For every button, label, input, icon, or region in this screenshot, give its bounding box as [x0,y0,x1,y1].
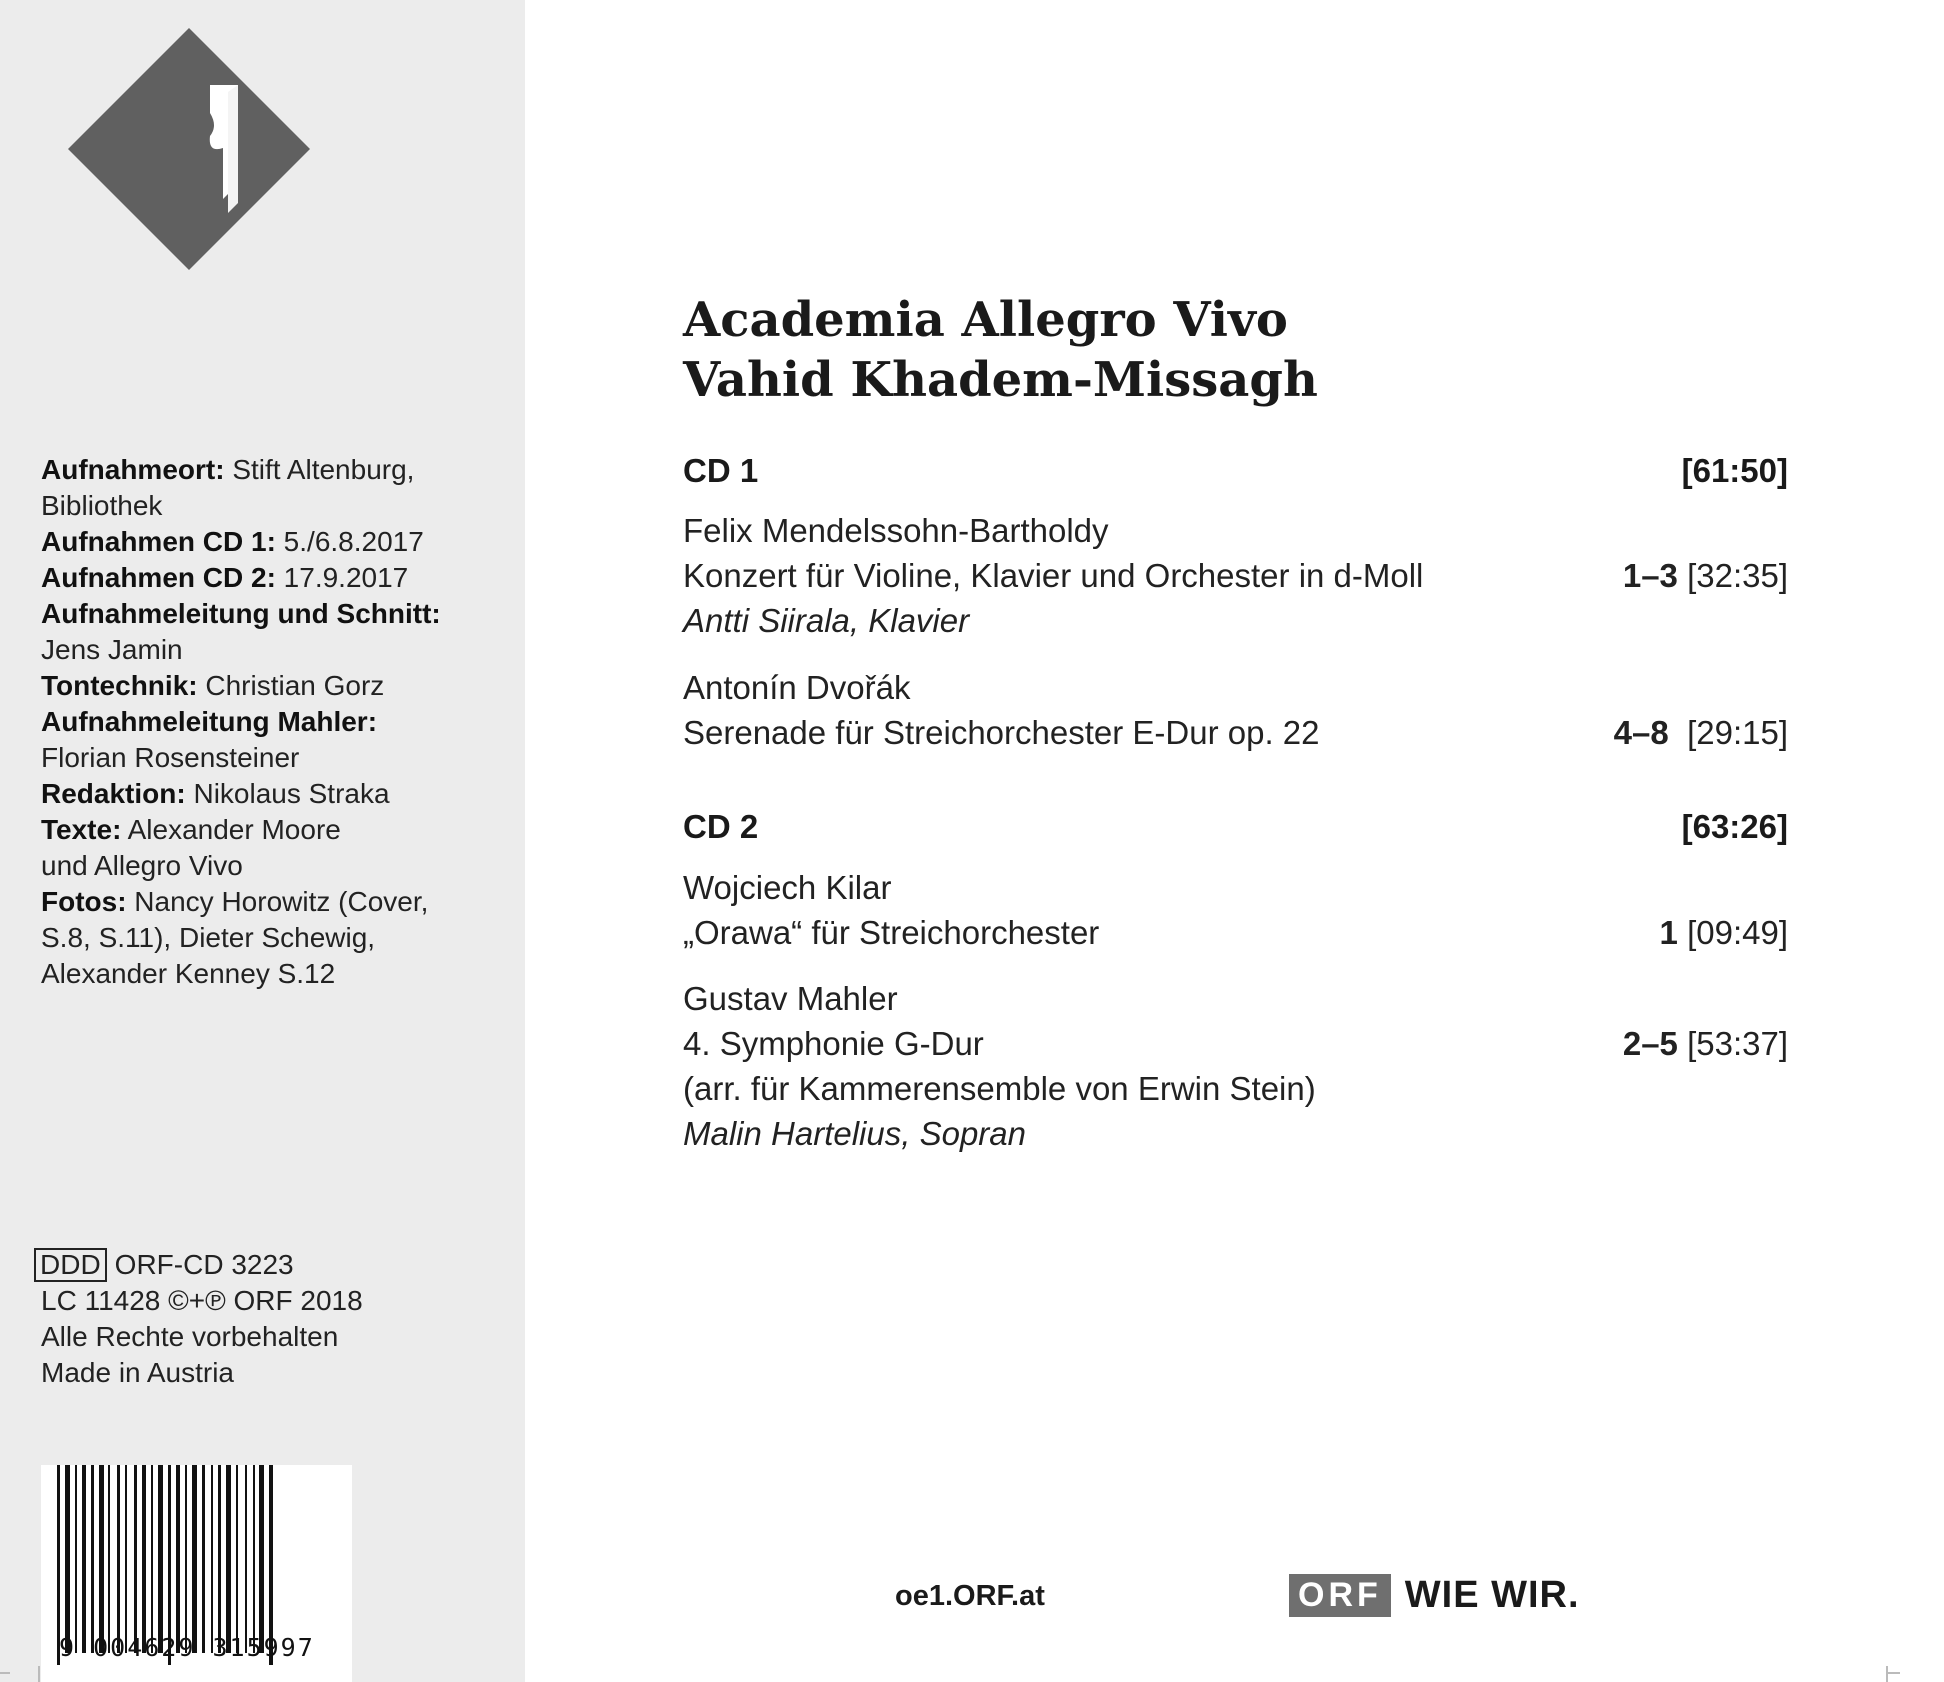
cd1-work1-soloist: Antti Siirala, Klavier [683,602,970,639]
cd2-work2-composer: Gustav Mahler [683,980,898,1017]
credit-label: Tontechnik: [41,670,198,701]
barcode-bar [226,1465,231,1653]
credit-line [41,452,511,488]
credit-value: Nancy Horowitz (Cover, [126,886,429,917]
barcode-bar [202,1465,205,1653]
barcode-bar [176,1465,180,1653]
credit-line [41,488,511,524]
crop-mark [38,1666,40,1682]
cd2-total: [63:26] [1681,808,1788,845]
credit-label: Aufnahmen CD 2: [41,562,276,593]
credit-value: Bibliothek [41,490,163,521]
barcode-bar [236,1465,238,1653]
credit-line [41,704,511,740]
credit-value: Stift Altenburg, [224,454,415,485]
barcode-bar [218,1465,221,1653]
cd2-work1-composer-row [683,865,1788,910]
production-credits [41,452,511,992]
credit-label: Texte: [41,814,122,845]
label-code: LC 11428 ©+℗ ORF 2018 [41,1285,363,1316]
credit-line [41,632,511,668]
barcode-bar [185,1465,187,1653]
credit-line [41,884,511,920]
crop-mark [1886,1666,1888,1682]
credit-line [41,920,511,956]
barcode-bar [253,1465,255,1653]
barcode-bar [82,1465,86,1653]
legal-info [41,1247,511,1391]
cd2-work1-duration: [09:49] [1687,914,1788,951]
credit-label: Redaktion: [41,778,186,809]
barcode-bar [134,1465,137,1653]
credit-value: S.8, S.11), Dieter Schewig, [41,922,376,953]
credit-value: Nikolaus Straka [185,778,390,809]
credit-line [41,812,511,848]
barcode-bar [91,1465,94,1653]
cd2-work1-tracks: 1 [1659,914,1678,951]
crop-mark [0,1672,10,1674]
credit-line [41,668,511,704]
credit-label: Aufnahmen CD 1: [41,526,276,557]
cd1-work1-row [683,553,1788,598]
ensemble-name: Academia Allegro Vivo [683,292,1288,348]
cd1-work1-composer-row [683,508,1788,553]
cd2-work2-soloist-row [683,1111,1788,1156]
barcode-bar [108,1465,110,1653]
cd1-work2-composer: Antonín Dvořák [683,669,911,706]
oe1-logo-icon [68,28,310,270]
barcode-bar [99,1465,104,1653]
credit-value: Alexander Kenney S.12 [41,958,336,989]
cd2-work2-composer-row [683,976,1788,1021]
cd2-work2-arrangement: (arr. für Kammerensemble von Erwin Stein) [683,1070,1316,1107]
credit-line [41,776,511,812]
barcode-bar [117,1465,120,1653]
cd2-work2-duration: [53:37] [1687,1025,1788,1062]
credit-line [41,524,511,560]
barcode-bar [65,1465,70,1653]
cd2-work1-row [683,910,1788,955]
cd1-work1-composer: Felix Mendelssohn-Bartholdy [683,512,1109,549]
barcode-bar [245,1465,247,1653]
orf-logo [1289,1574,1580,1617]
website-url: oe1.ORF.at [895,1580,1045,1612]
credit-value: Florian Rosensteiner [41,742,300,773]
barcode-bar [151,1465,153,1653]
album-title [683,290,1783,410]
credit-value: Jens Jamin [41,634,183,665]
conductor-name: Vahid Khadem-Missagh [683,352,1318,408]
crop-mark [1886,1672,1900,1674]
cd1-total: [61:50] [1681,452,1788,489]
barcode-bar [142,1465,146,1653]
barcode-bar [75,1465,77,1653]
barcode-bar [259,1465,264,1653]
credit-line [41,848,511,884]
cd2-work2-arrangement-row [683,1066,1788,1111]
cd2-work2-soloist: Malin Hartelius, Sopran [683,1115,1026,1152]
cd2-work1-title: „Orawa“ für Streichorchester [683,914,1100,951]
credit-value: 5./6.8.2017 [275,526,424,557]
cd1-work1-duration: [32:35] [1687,557,1788,594]
credit-label: Aufnahmeleitung und Schnitt: [41,598,441,629]
credit-value: Alexander Moore [121,814,341,845]
credit-line [41,956,511,992]
ddd-badge: DDD [34,1248,107,1282]
credit-label: Fotos: [41,886,127,917]
cd2-work2-title: 4. Symphonie G-Dur [683,1025,984,1062]
credit-line [41,596,511,632]
cd2-work2-row [683,1021,1788,1066]
cd1-work2-composer-row [683,665,1788,710]
credit-value: 17.9.2017 [275,562,409,593]
sidebar-panel [0,0,525,1682]
cd1-work2-duration: [29:15] [1687,714,1788,751]
cd1-work1-soloist-row [683,598,1788,643]
barcode [41,1465,352,1682]
cd1-header [683,452,1788,490]
barcode-bar [192,1465,197,1653]
barcode-bar [158,1465,163,1653]
credit-label: Aufnahmeleitung Mahler: [41,706,378,737]
cd1-work1-tracks: 1–3 [1622,557,1678,594]
cd1-work2-title: Serenade für Streichorchester E-Dur op. 22 [683,714,1320,751]
credit-line [41,560,511,596]
credit-value: Christian Gorz [197,670,385,701]
cd1-work1-title: Konzert für Violine, Klavier und Orchester in d-Moll [683,557,1424,594]
cd1-work2-row [683,710,1788,755]
catalog-number: ORF-CD 3223 [114,1249,294,1280]
made-in-text: Made in Austria [41,1357,234,1388]
orf-box-icon: ORF [1289,1574,1391,1617]
rights-text: Alle Rechte vorbehalten [41,1321,339,1352]
cd2-label: CD 2 [683,808,759,845]
credit-label: Aufnahmeort: [41,454,225,485]
barcode-digits: 9 004629 315997 [59,1633,315,1662]
cd2-header [683,808,1788,846]
credit-line [41,740,511,776]
cd1-work2-tracks: 4–8 [1613,714,1669,751]
barcode-bar [125,1465,127,1653]
cd1-label: CD 1 [683,452,759,489]
cd2-work1-composer: Wojciech Kilar [683,869,892,906]
credit-value: und Allegro Vivo [41,850,243,881]
barcode-bar [211,1465,213,1653]
orf-tagline: WIE WIR. [1404,1574,1580,1616]
cd2-work2-tracks: 2–5 [1622,1025,1678,1062]
